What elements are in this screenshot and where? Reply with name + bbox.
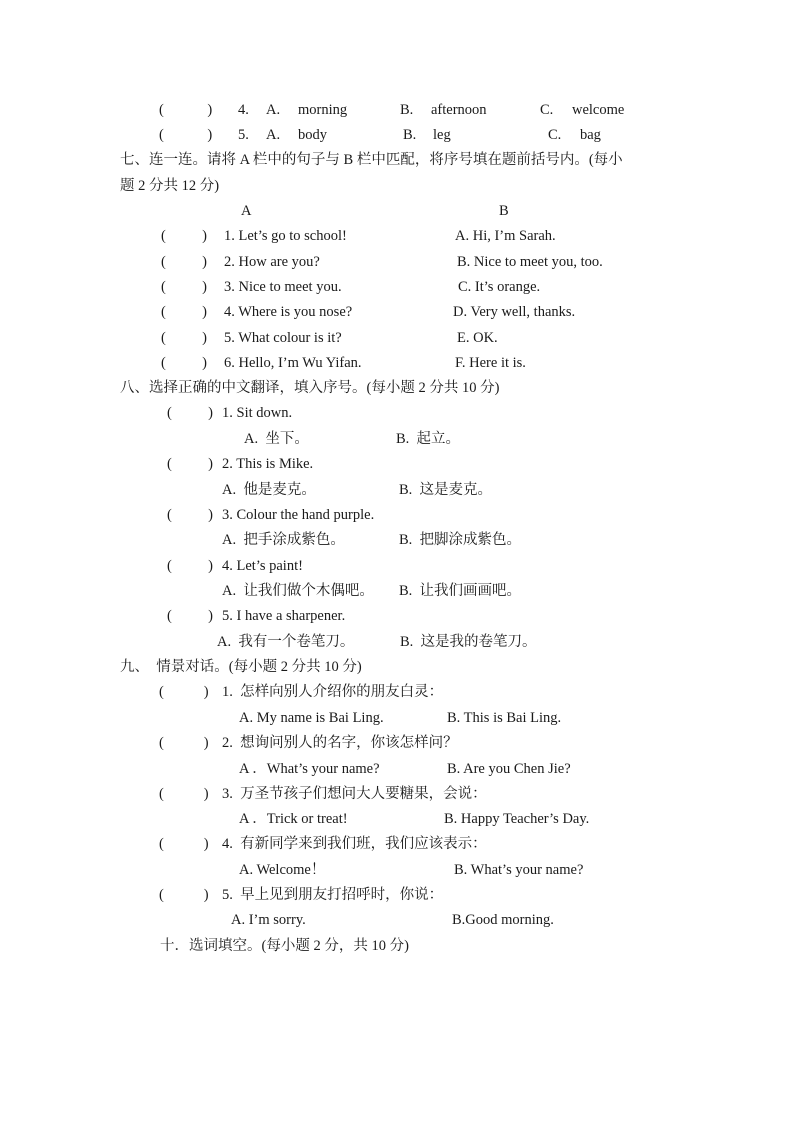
question-number: 4.: [238, 102, 249, 118]
match-right: E. OK.: [457, 330, 498, 346]
answer-blank[interactable]: ( ): [159, 786, 209, 802]
answer-blank[interactable]: ( ): [159, 887, 209, 903]
answer-blank[interactable]: ( ): [161, 330, 207, 346]
answer-blank[interactable]: ( ): [167, 405, 213, 421]
answer-blank[interactable]: ( ): [167, 456, 213, 472]
option-a: A. 让我们做个木偶吧。: [222, 583, 374, 599]
section8-heading: 八、选择正确的中文翻译，填入序号。(每小题 2 分共 10 分): [120, 380, 500, 396]
option-c-text: bag: [580, 127, 601, 143]
answer-blank[interactable]: ( ): [159, 102, 213, 118]
option-a: A. My name is Bai Ling.: [239, 710, 384, 726]
answer-blank[interactable]: ( ): [159, 127, 213, 143]
match-left: 2. How are you?: [224, 254, 320, 270]
question-text: 3. Colour the hand purple.: [222, 507, 375, 523]
question-text: 3. 万圣节孩子们想问大人要糖果，会说：: [222, 786, 487, 802]
option-b: B. 这是我的卷笔刀。: [400, 634, 537, 650]
question-text: 5. I have a sharpener.: [222, 608, 346, 624]
option-a: A. 把手涂成紫色。: [222, 532, 345, 548]
section9-heading: 九、 情景对话。(每小题 2 分共 10 分): [120, 659, 362, 675]
answer-blank[interactable]: ( ): [159, 735, 209, 751]
answer-blank[interactable]: ( ): [161, 228, 207, 244]
section10-heading: 十．选词填空。(每小题 2 分，共 10 分): [160, 938, 409, 954]
answer-blank[interactable]: ( ): [161, 254, 207, 270]
match-right: D. Very well, thanks.: [453, 304, 576, 320]
option-a-text: morning: [298, 102, 348, 118]
option-a: A ．What’s your name?: [239, 761, 380, 777]
option-a-label: A.: [266, 127, 281, 143]
answer-blank[interactable]: ( ): [161, 279, 207, 295]
option-a-text: body: [298, 127, 327, 143]
match-left: 6. Hello, I’m Wu Yifan.: [224, 355, 362, 371]
answer-blank[interactable]: ( ): [167, 608, 213, 624]
column-b-header: B: [499, 203, 509, 219]
option-b-text: leg: [433, 127, 451, 143]
section7-heading: 七、连一连。请将 A 栏中的句子与 B 栏中匹配，将序号填在题前括号内。(每小: [120, 152, 623, 168]
match-right: A. Hi, I’m Sarah.: [455, 228, 556, 244]
question-text: 4. 有新同学来到我们班，我们应该表示：: [222, 836, 487, 852]
option-a: A ．Trick or treat!: [239, 811, 348, 827]
option-a: A. 他是麦克。: [222, 482, 316, 498]
option-b: B. What’s your name?: [454, 862, 584, 878]
option-c-text: welcome: [572, 102, 625, 118]
question-text: 2. 想询问别人的名字，你该怎样问？: [222, 735, 458, 751]
answer-blank[interactable]: ( ): [161, 304, 207, 320]
option-a: A. 我有一个卷笔刀。: [217, 634, 355, 650]
option-b-label: B.: [400, 102, 414, 118]
option-b: B. This is Bai Ling.: [447, 710, 562, 726]
option-a: A. I’m sorry.: [231, 912, 306, 928]
question-number: 5.: [238, 127, 249, 143]
option-b: B. 这是麦克。: [399, 482, 493, 498]
answer-blank[interactable]: ( ): [159, 684, 209, 700]
question-text: 2. This is Mike.: [222, 456, 314, 472]
option-a: A. Welcome！: [239, 862, 326, 878]
match-right: C. It’s orange.: [458, 279, 541, 295]
match-left: 1. Let’s go to school!: [224, 228, 347, 244]
match-right: B. Nice to meet you, too.: [457, 254, 603, 270]
question-text: 1. Sit down.: [222, 405, 293, 421]
option-a: A. 坐下。: [244, 431, 309, 447]
option-b: B. 把脚涂成紫色。: [399, 532, 522, 548]
option-b-label: B.: [403, 127, 417, 143]
option-b-text: afternoon: [431, 102, 487, 118]
column-a-header: A: [241, 203, 252, 219]
question-text: 1. 怎样向别人介绍你的朋友白灵：: [222, 684, 444, 700]
answer-blank[interactable]: ( ): [161, 355, 207, 371]
question-text: 4. Let’s paint!: [222, 558, 303, 574]
answer-blank[interactable]: ( ): [167, 507, 213, 523]
option-b: B. 让我们画画吧。: [399, 583, 522, 599]
option-b: B.Good morning.: [452, 912, 554, 928]
option-b: B. 起立。: [396, 431, 461, 447]
option-b: B. Happy Teacher’s Day.: [444, 811, 590, 827]
option-b: B. Are you Chen Jie?: [447, 761, 571, 777]
match-left: 4. Where is you nose?: [224, 304, 353, 320]
match-left: 5. What colour is it?: [224, 330, 342, 346]
option-a-label: A.: [266, 102, 281, 118]
option-c-label: C.: [548, 127, 562, 143]
section7-heading-cont: 题 2 分共 12 分): [120, 178, 220, 194]
match-left: 3. Nice to meet you.: [224, 279, 342, 295]
answer-blank[interactable]: ( ): [159, 836, 209, 852]
match-right: F. Here it is.: [455, 355, 526, 371]
answer-blank[interactable]: ( ): [167, 558, 213, 574]
question-text: 5. 早上见到朋友打招呼时，你说：: [222, 887, 444, 903]
option-c-label: C.: [540, 102, 554, 118]
